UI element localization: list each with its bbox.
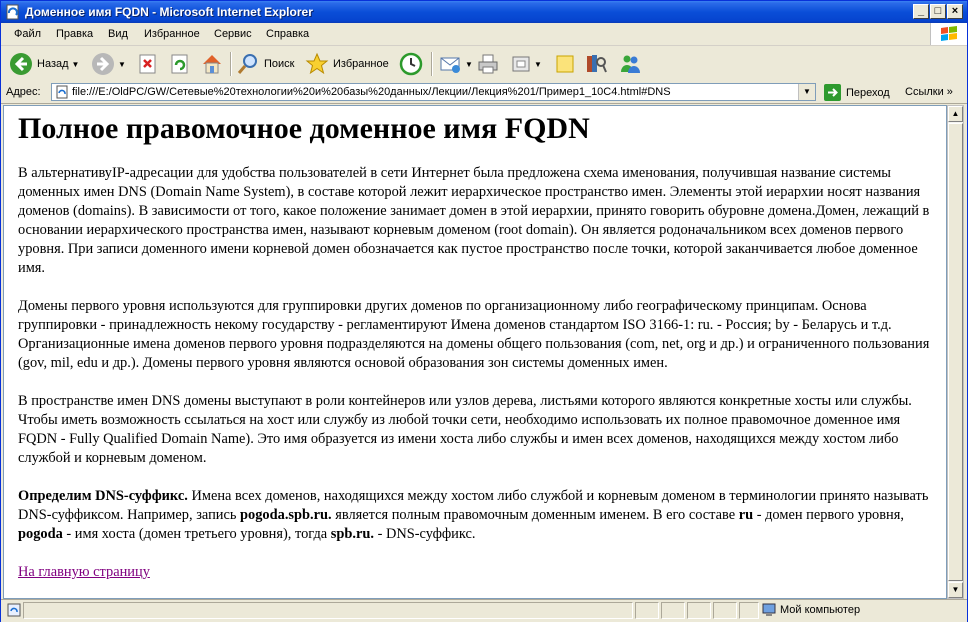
menu-file[interactable]: Файл [14,28,42,40]
status-panel [635,602,659,619]
menu-help[interactable]: Справка [266,28,310,40]
paragraph-2: Домены первого уровня используются для группировки других доменов по организационному либо географическому принципам. Основа группировки - принадлежность некому государству - регламентируют Имена доменов стандартом ISO 3166-1: ru. - Россия; by - Беларусь и т.д. Организационные имена доменов первого уровня подразделяются на домены общего пользования (com, net, org и др.) и ограниченного пользования (gov, mil, edu и др.). Домены первого уровня являются основой образования зон системы доменных имен. [18,298,930,371]
go-button[interactable] [824,84,890,101]
menu-edit[interactable]: Правка [56,28,94,40]
address-dropdown[interactable] [798,84,815,100]
print-icon [476,52,500,76]
chevron-down-icon: ▼ [951,585,960,594]
address-input[interactable] [51,83,816,101]
research-icon [584,52,608,76]
back-button[interactable] [9,50,79,78]
toolbar-separator [230,52,232,76]
refresh-button[interactable] [169,50,191,78]
address-label: Адрес: [6,86,41,98]
paragraph-1: В альтернативуIP-адресации для удобства пользователей в сети Интернет была предложена схема именования, получившая название системы доменных имен DNS (Domain Name System), в составе которой лежит иерархическое пространство имен. Элементы этой иерархии носят названия доменов (domains). В зависимости от того, какое положение занимает домен в этой иерархии, принято говорить обуровне домена.Домен, лежащий в основании иерархического пространства имен, называют корневым доменом (root domain). Он является родоначальником всех доменов первого уровня. При записи доменного имени корневой домен обозначается как пустое пространство после точки, которой заканчивается любое доменное имя. [18,165,930,276]
computer-icon [761,603,777,617]
back-arrow-icon [9,52,33,76]
search-label: Поиск [264,58,295,70]
home-icon [200,52,224,76]
edit-icon [511,54,531,74]
go-arrow-icon [824,84,841,101]
mail-icon [438,52,462,76]
chevron-down-icon: ▼ [803,87,811,96]
page-heading: Полное правомочное доменное имя FQDN [18,112,590,145]
toolbar-separator [431,52,433,76]
favorites-button[interactable] [305,50,389,78]
discuss-button[interactable] [554,50,576,78]
security-zone [761,603,860,617]
page-content [4,106,946,581]
chevron-right-icon: » [946,86,953,98]
paragraph-text: является полным правомочным доменным именем. В его составе [331,507,739,523]
links-label: Ссылки [905,86,944,98]
ie-page-icon [5,4,21,20]
paragraph-text: Имена всех доменов, находящихся между хостом либо службой и корневым доменом в терминологии принято называть DNS-суффиксом. Например, запись [18,488,929,523]
research-button[interactable] [584,50,608,78]
address-url: file:///E:/OldPC/GW/Сетевые%20технологии%20и%20базы%20данных/Лекции/Лекция%201/Пример1_10C4.html#DNS [72,86,671,98]
messenger-button[interactable] [618,50,642,78]
paragraph-text: - DNS-суффикс. [373,526,476,542]
refresh-icon [169,53,191,75]
address-bar [1,82,967,104]
ie-status-icon [7,603,21,617]
dns-suffix-example: spb.ru. [330,526,374,542]
stop-icon [137,53,159,75]
close-button[interactable] [947,4,963,19]
host-name: pogoda [18,526,63,542]
scroll-up-button[interactable] [948,106,963,122]
page-viewport [3,105,947,599]
favorites-label: Избранное [333,58,389,70]
maximize-icon: □ [934,5,942,17]
favorites-star-icon [305,52,329,76]
scroll-down-button[interactable] [948,582,963,598]
chevron-up-icon: ▲ [951,109,960,118]
paragraph-3: В пространстве имен DNS домены выступают в роли контейнеров или узлов дерева, листьями которого являются конкретные хосты или службы. Чтобы иметь возможность ссылаться на хост или службу из любой точки сети, необходимо использовать их полное правомочное доменное имя FQDN - Fully Qualified Domain Name). Это имя образуется из имени хоста либо службы и имен всех доменов, находящихся между хостом либо службой и корневым доменом. [18,393,912,466]
home-page-link[interactable]: На главную страницу [18,564,150,580]
search-button[interactable] [236,50,294,78]
status-panel [687,602,711,619]
search-icon [236,52,260,76]
discuss-icon [554,53,576,75]
dns-suffix-term: Определим DNS-суффикс. [18,488,188,504]
mail-button[interactable] [438,50,473,78]
chevron-down-icon: ▼ [118,59,126,69]
paragraph-text: - домен первого уровня, [753,507,904,523]
stop-button[interactable] [137,50,159,78]
back-label: Назад [37,58,69,70]
minimize-icon: _ [917,5,925,17]
top-level-domain: ru [738,507,754,523]
standard-toolbar [1,46,967,83]
paragraph-text: - имя хоста (домен третьего уровня), тогда [62,526,331,542]
history-button[interactable] [399,50,423,78]
page-icon [55,85,69,99]
home-button[interactable] [200,50,224,78]
edit-button[interactable] [511,50,542,78]
windows-flag-icon [939,25,959,43]
chevron-down-icon: ▼ [71,59,80,69]
history-icon [399,52,423,76]
status-panel [713,602,737,619]
messenger-icon [618,52,642,76]
status-panel [739,602,759,619]
minimize-button[interactable] [913,4,929,19]
chevron-down-icon: ▼ [465,59,473,69]
menu-bar [1,23,967,46]
status-panel [661,602,685,619]
chevron-down-icon: ▼ [534,59,542,69]
links-toolbar[interactable] [905,86,953,98]
scroll-thumb[interactable] [948,123,963,581]
example-fqdn: pogoda.spb.ru. [240,507,332,523]
print-button[interactable] [476,50,500,78]
menu-favorites[interactable]: Избранное [144,28,200,40]
menu-view[interactable]: Вид [108,28,128,40]
vertical-scrollbar[interactable] [947,105,964,599]
forward-arrow-icon [91,52,115,76]
status-bar [1,599,967,622]
forward-button[interactable] [91,50,126,78]
go-label: Переход [846,86,890,99]
paragraph-4 [18,487,934,544]
menu-tools[interactable]: Сервис [214,28,252,40]
window-title: Доменное имя FQDN - Microsoft Internet Explorer [25,5,313,19]
windows-logo [930,23,967,45]
close-icon: × [951,5,959,17]
status-text-panel [23,602,633,619]
maximize-button[interactable] [930,4,946,19]
title-bar [1,1,967,23]
zone-label: Мой компьютер [780,604,861,616]
